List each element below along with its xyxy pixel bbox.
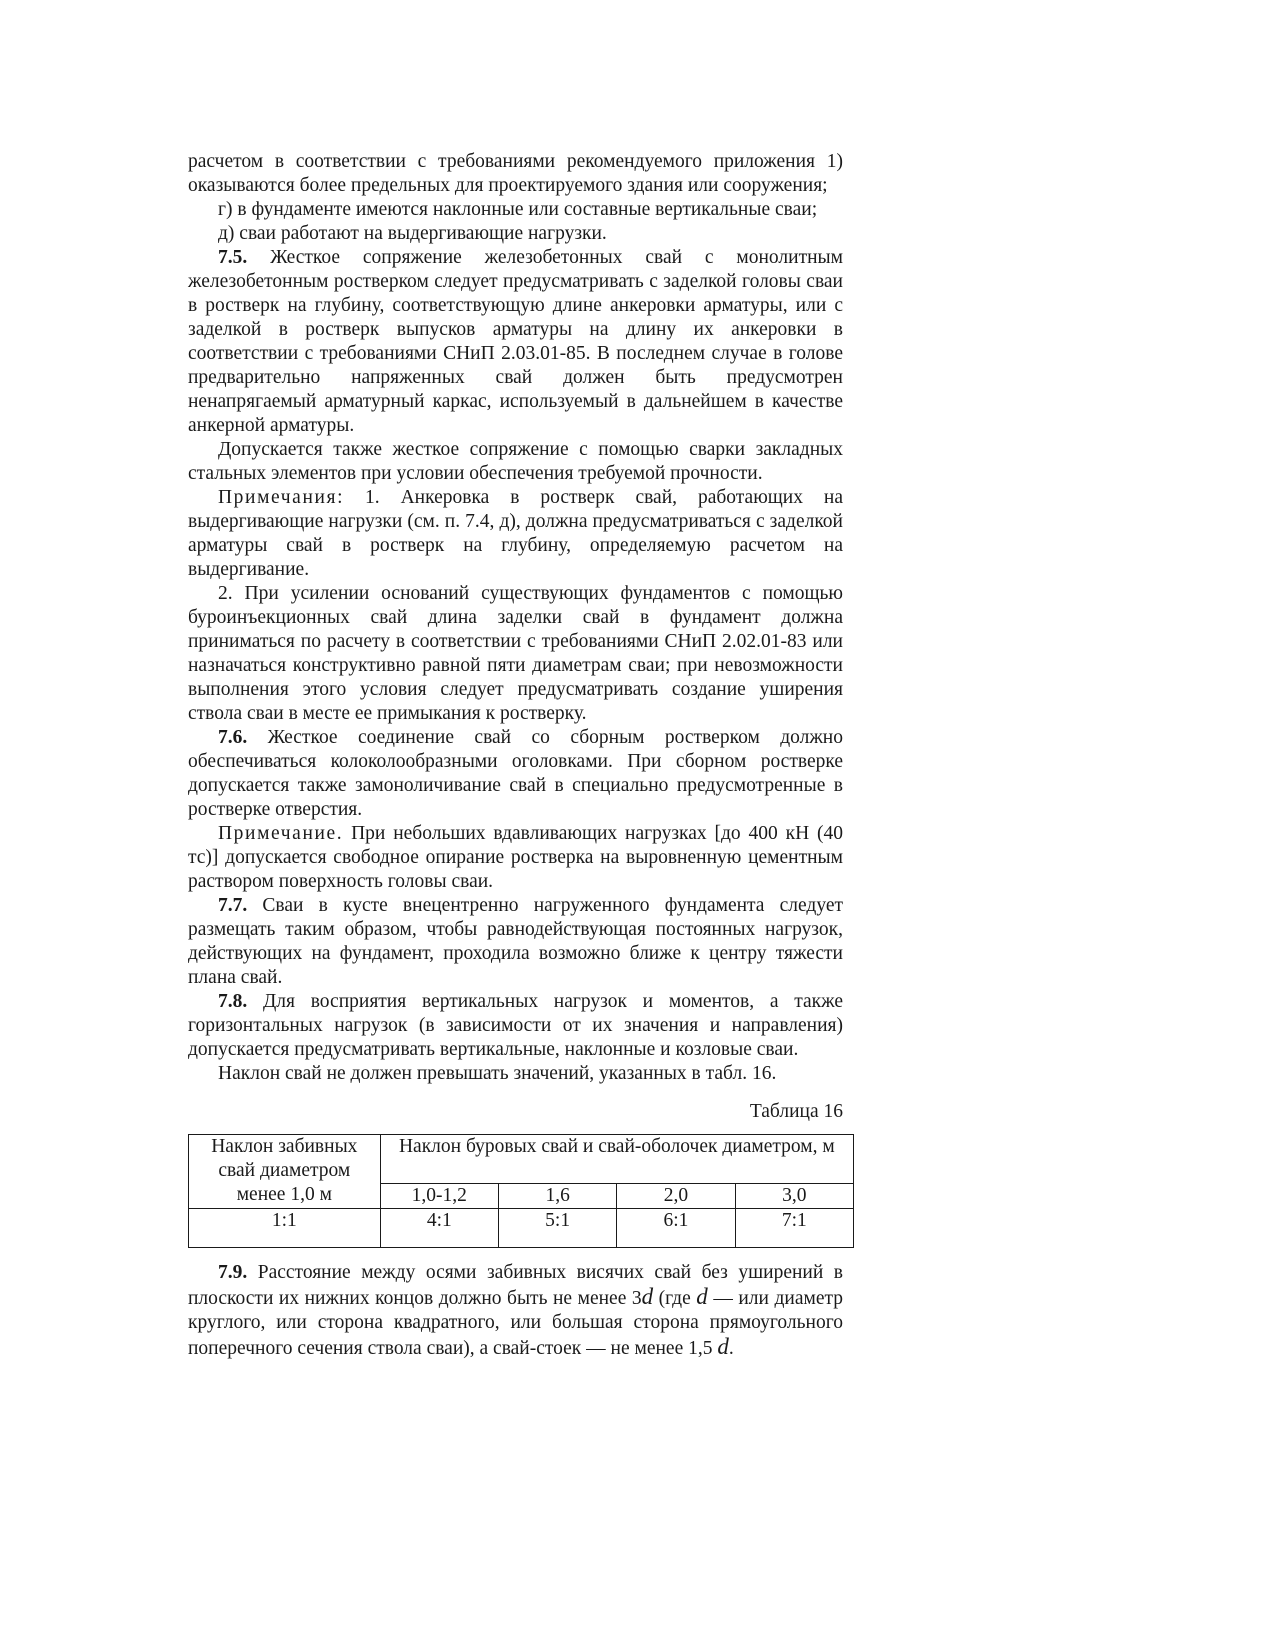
table-caption: Таблица 16 [749,1101,843,1122]
clause-text: Жесткое сопряжение железобетонных свай с монолитным железобетонным ростверком следует предусматривать с заделкой головы сваи в ростверк на глубину, соответствующую длине анкеровки арматуры, или с заделкой в ростверк выпусков арматуры на длину их анкеровки в соответствии с требованиями СНиП 2.03.01-85. В последнем случае в голове предварительно напряженных свай должен быть предусмотрен ненапрягаемый арматурный каркас, используемый в дальнейшем в качестве анкерной арматуры. [188,247,843,436]
paragraph-welding: Допускается также жесткое сопряжение с помощью сварки закладных стальных элементов при условии обеспечения требуемой прочности. [188,439,843,484]
clause-text: Сваи в кусте внецентренно нагруженного фундамента следует размещать таким образом, чтобы равнодействующая постоянных нагрузок, действующих на фундамент, проходила возможно ближе к центру тяжести плана свай. [188,895,843,988]
table-cell: 7:1 [735,1208,853,1247]
paragraph-inclination: Наклон свай не должен превышать значений, указанных в табл. 16. [218,1063,777,1084]
paragraph-7-8 [188,990,843,1062]
paragraph-7-6 [188,726,843,822]
table-header-driven-piles: Наклон забивных свай диаметром [189,1135,381,1184]
note-label: Примечания: [218,487,345,508]
note-1 [188,486,843,582]
symbol-d: d [696,1283,708,1309]
table-subheader: 3,0 [735,1183,853,1208]
clause-number: 7.5. [218,247,248,268]
paragraph-item-g: г) в фундаменте имеются наклонные или составные вертикальные сваи; [218,199,818,220]
symbol-d: d [641,1283,654,1309]
note-text: 1. Анкеровка в ростверк свай, работающих на выдергивающие нагрузки (см. п. 7.4, д), должна предусматриваться с заделкой арматуры свай в ростверк на глубину, определяемую расчетом на выдергивание. [188,487,843,580]
clause-text-2: (где [653,1287,697,1309]
paragraph-continuation: расчетом в соответствии с требованиями рекомендуемого приложения 1) оказываются более предельных для проектируемого здания или сооружения; [188,151,843,196]
table-16 [188,1134,854,1248]
table-subheader: 1,0-1,2 [380,1183,498,1208]
clause-number: 7.8. [218,991,248,1012]
clause-text: Для восприятия вертикальных нагрузок и моментов, а также горизонтальных нагрузок (в зависимости от их значения и направления) допускается предусматривать вертикальные, наклонные и козловые сваи. [188,991,843,1060]
note-2: 2. При усилении оснований существующих фундаментов с помощью буроинъекционных свай длина заделки свай в фундамент должна приниматься по расчету в соответствии с требованиями СНиП 2.02.01-83 или назначаться конструктивно равной пяти диаметрам сваи; при невозможности выполнения этого условия следует предусматривать создание уширения ствола сваи в месте ее примыкания к ростверку. [188,583,843,724]
clause-number: 7.7. [218,895,248,916]
clause-text-1: Расстояние между осями забивных висячих свай без уширений в плоскости их нижних концов должно быть не менее 3 [188,1261,843,1309]
table-cell: 6:1 [617,1208,735,1247]
note-text: При небольших вдавливающих нагрузках [до 400 кН (40 тс)] допускается свободное опирание ростверка на выровненную цементным раствором поверхность головы сваи. [188,823,843,892]
paragraph-7-7 [188,894,843,990]
table-row [189,1208,854,1247]
clause-text-4: . [728,1337,734,1359]
clause-number: 7.9. [218,1261,248,1283]
table-header-bored-piles: Наклон буровых свай и свай-оболочек диаметром, м [380,1135,853,1184]
table-cell: 5:1 [498,1208,616,1247]
paragraph-7-9 [188,1261,843,1361]
table-cell: 1:1 [189,1208,381,1247]
table-header-driven-piles-diameter: менее 1,0 м [189,1183,381,1208]
symbol-d: d [717,1333,729,1359]
clause-text: Жесткое соединение свай со сборным ростверком должно обеспечиваться колоколообразными оголовками. При сборном ростверке допускается также замоноличивание свай в специально предусмотренные в ростверке отверстия. [188,727,843,820]
paragraph-item-d: д) сваи работают на выдергивающие нагрузки. [218,223,607,244]
document-page [188,150,843,1361]
note-label: Примечание. [218,823,344,844]
note-single [188,822,843,894]
table-subheader: 1,6 [498,1183,616,1208]
clause-number: 7.6. [218,727,248,748]
table-cell: 4:1 [380,1208,498,1247]
paragraph-7-5 [188,246,843,438]
table-subheader: 2,0 [617,1183,735,1208]
clause-text-3: — или диаметр круглого, или сторона квадратного, или большая сторона прямоугольного поперечного сечения ствола сваи), а свай-стоек — не менее 1,5 [188,1287,843,1359]
